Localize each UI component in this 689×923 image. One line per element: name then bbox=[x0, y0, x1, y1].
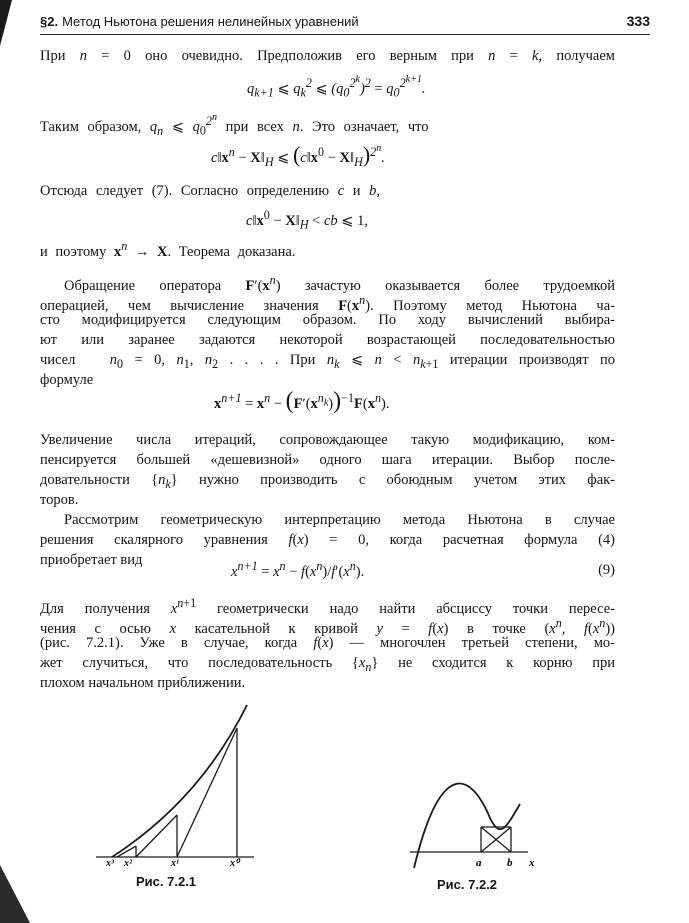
equation: $c‖x^0$ − $X‖_H$ < cb ⩽ 1, bbox=[246, 208, 368, 232]
text-line: (рис. 7.2.1). Уже в случае, когда f(x) — многочлен третьей степени, мо- bbox=[40, 635, 615, 651]
text-line: Отсюда следует (7). Согласно определению c и b, bbox=[40, 183, 381, 199]
tangent-x2 bbox=[117, 846, 136, 857]
equation-number: (9) bbox=[598, 562, 615, 578]
equation: $q_{k+1}$ ⩽ $q_k^2$ ⩽ $(q_0^{2^k})^2 = q_0^{2^{k+1}}$. bbox=[247, 74, 426, 100]
tangent-b bbox=[481, 827, 511, 852]
label-x: x bbox=[529, 857, 535, 869]
label-x1: x¹ bbox=[171, 858, 179, 869]
text-line: приобретает вид bbox=[40, 552, 143, 568]
label-b: b bbox=[507, 857, 513, 869]
text-line: Для получения $x^{n+1}$ геометрически надо найти абсциссу точки пересе- bbox=[40, 596, 615, 617]
curve-cubic bbox=[414, 784, 520, 868]
scan-corner-shadow-bottom bbox=[0, 865, 30, 923]
text-line: жет случиться, что последовательность $\{x_n\}$ не сходится к корню при bbox=[40, 655, 615, 674]
text-line: Таким образом, $q_n$ ⩽ $q_0^{2^n}$ при всех n. Это означает, что bbox=[40, 112, 429, 138]
tangent-x0 bbox=[177, 728, 237, 857]
figure-caption: Рис. 7.2.2 bbox=[437, 877, 498, 892]
text-line: плохом начальном приближении. bbox=[40, 675, 246, 691]
tangent-a bbox=[481, 827, 511, 852]
text-line: довательности $\{n_k\}$ нужно производить с обоюдным учетом этих фак- bbox=[40, 472, 616, 491]
text-line: Обращение оператора $F'(x^n)$ зачастую оказывается более трудоемкой bbox=[64, 273, 615, 294]
text-line: Рассмотрим геометрическую интерпретацию метода Ньютона в случае bbox=[64, 512, 615, 528]
running-header bbox=[40, 10, 650, 35]
text-line: пенсируется большей «дешевизной» одного шага итерации. Выбор после- bbox=[40, 452, 615, 468]
text-line: Увеличение числа итераций, сопровождающее такую модификацию, ком- bbox=[40, 432, 615, 448]
text-line: чения с осью x касательной к кривой y = f(x) в точке ($x^n$, $f(x^n)$) bbox=[40, 616, 615, 637]
text-line: операцией, чем вычисление значения $F(x^n)$. Поэтому метод Ньютона ча- bbox=[40, 293, 615, 314]
text-line: При n = 0 оно очевидно. Предположив его верным при n = k, получаем bbox=[40, 48, 615, 64]
tangent-x1 bbox=[136, 815, 177, 857]
equation: $x^{n+1} = x^n - f(x^n)/f'(x^n)$. bbox=[231, 559, 365, 580]
figure-caption: Рис. 7.2.1 bbox=[136, 874, 197, 889]
text-line: решения скалярного уравнения f(x) = 0, когда расчетная формула (4) bbox=[40, 532, 615, 548]
label-a: a bbox=[476, 857, 482, 869]
equation: $x^{n+1} = x^n - (F'(x^{n_k}))^{-1}F(x^n)$. bbox=[214, 388, 390, 414]
label-x2: x² bbox=[124, 858, 132, 869]
text-line: чисел $n_0 = 0$, $n_1$, $n_2$ . . . . При $n_k$ ⩽ $n < n_{k+1}$ итерации производят по bbox=[40, 352, 616, 371]
text-line: сто модифицируется следующим образом. По ходу вычислений выбира- bbox=[40, 312, 615, 328]
label-x3: x³ bbox=[106, 858, 114, 869]
text-line: ют или заранее задаются некоторой возрастающей последовательностью bbox=[40, 332, 615, 348]
text-line: и поэтому $x^n \to X$. Теорема доказана. bbox=[40, 239, 296, 260]
scan-corner-shadow bbox=[0, 0, 12, 46]
label-x0: x⁰ bbox=[230, 858, 240, 869]
text-line: торов. bbox=[40, 492, 79, 508]
page-number: 333 bbox=[626, 13, 650, 29]
equation: $c‖x^n$ − $X‖_H$ ⩽ ($c‖x^0$ − $X‖_H)^{2^n}$. bbox=[211, 142, 385, 169]
curve-f bbox=[112, 705, 247, 857]
section-title: §2. Метод Ньютона решения нелинейных уравнений bbox=[40, 14, 359, 29]
text-line: формуле bbox=[40, 372, 94, 388]
